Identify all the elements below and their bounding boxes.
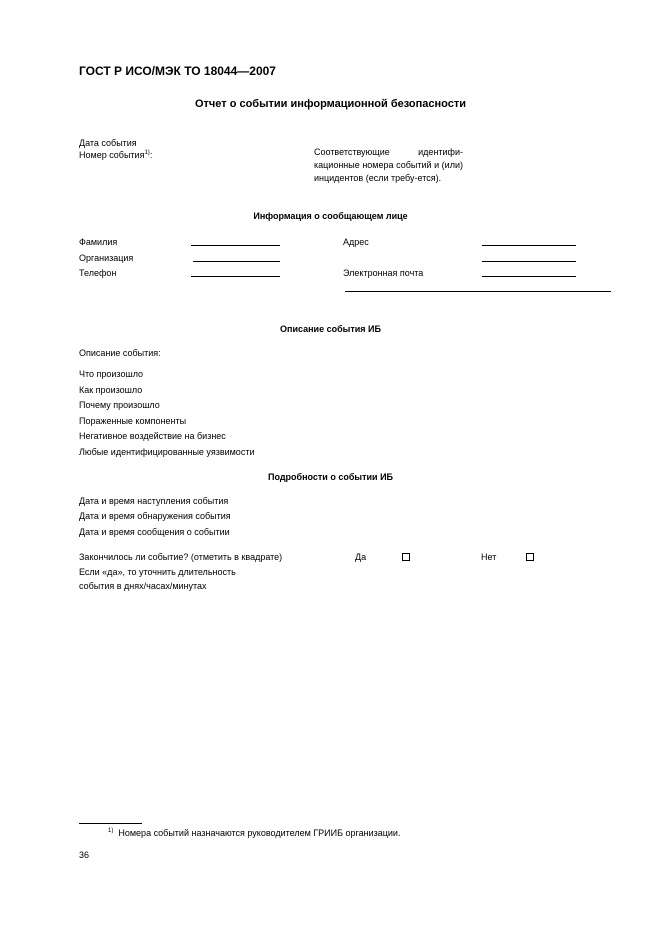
no-checkbox[interactable] (526, 553, 534, 561)
reporter-section-heading: Информация о сообщающем лице (253, 211, 408, 221)
event-ended-question: Закончилось ли событие? (отметить в квадрате) (79, 552, 283, 562)
duration-instruction-line1: Если «да», то уточнить длительность (79, 567, 236, 577)
organization-label: Организация (79, 253, 134, 263)
details-item: Дата и время сообщения о событии (79, 527, 230, 537)
description-section-heading: Описание события ИБ (280, 324, 381, 334)
footnote-marker: 1) (108, 828, 114, 834)
details-item: Дата и время наступления события (79, 496, 229, 506)
no-label: Нет (481, 552, 497, 562)
email-label: Электронная почта (343, 268, 424, 278)
event-number-footnote-ref: 1) (144, 150, 150, 156)
details-section-heading: Подробности о событии ИБ (267, 472, 394, 482)
yes-checkbox[interactable] (402, 553, 410, 561)
event-number-label: Номер события$^{1)}$: (79, 150, 153, 160)
email-field-line[interactable] (482, 276, 576, 277)
page-number: 36 (79, 850, 90, 860)
event-number-note: Соответствующие идентифи-кационные номера событий и (или) инцидентов (если требу-ется). (314, 147, 463, 183)
surname-label: Фамилия (79, 237, 118, 247)
event-date-label: Дата события (79, 138, 137, 148)
surname-field-line[interactable] (191, 245, 280, 246)
yes-label: Да (355, 552, 367, 562)
footnote-separator (79, 823, 142, 824)
email-extra-line[interactable] (345, 291, 611, 292)
page-title: Отчет о событии информационной безопасности (194, 98, 467, 110)
standard-header: ГОСТ Р ИСО/МЭК ТО 18044—2007 (79, 64, 276, 78)
description-item: Пораженные компоненты (79, 416, 187, 426)
description-item: Что произошло (79, 369, 144, 379)
description-item: Почему произошло (79, 400, 160, 410)
description-item: Негативное воздействие на бизнес (79, 431, 226, 441)
address-field-line-2[interactable] (482, 261, 576, 262)
description-item: Любые идентифицированные уязвимости (79, 447, 255, 457)
address-field-line[interactable] (482, 245, 576, 246)
details-item: Дата и время обнаружения события (79, 511, 231, 521)
address-label: Адрес (343, 237, 369, 247)
phone-field-line[interactable] (191, 276, 280, 277)
footnote-text: Номера событий назначаются руководителем ГРИИБ организации. (118, 828, 401, 838)
duration-instruction-line2: события в днях/часах/минутах (79, 581, 207, 591)
phone-label: Телефон (79, 268, 117, 278)
description-item: Как произошло (79, 385, 143, 395)
description-label: Описание события: (79, 348, 161, 358)
footnote (108, 828, 400, 838)
organization-field-line[interactable] (193, 261, 280, 262)
